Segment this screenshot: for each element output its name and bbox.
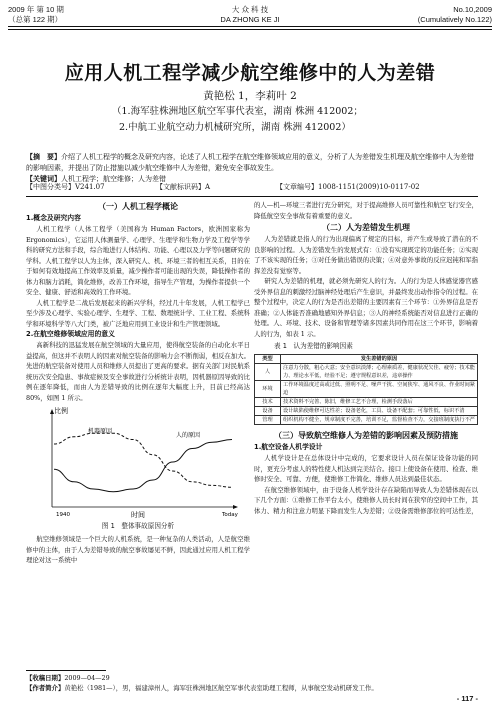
footnote-rule (26, 670, 106, 671)
meta-divider (26, 196, 478, 197)
table-cell-cause: 设计缺陷使维修可达性差；设备老化，工具、设备不配套；可靠性低，标识不清 (281, 407, 478, 416)
abstract-label: 【摘 要】 (26, 153, 61, 161)
paper-title: 应用人机工程学减少航空维修中的人为差错 (64, 62, 436, 84)
figure-1-chart (26, 403, 250, 519)
table-row (255, 398, 478, 407)
y-axis-label: 比例 (54, 407, 68, 415)
subheading-3-1: 1.航空设备人机学设计 (254, 443, 323, 451)
series-machine-line (54, 433, 232, 487)
x-axis-arrow (233, 505, 238, 509)
table-row (255, 416, 478, 425)
section-heading-3: （三）导致航空维修人为差错的影响因素及预防措施 (274, 431, 458, 440)
table-cell-type: 人 (255, 364, 281, 381)
paper-authors: 黄艳松 1，李莉叶 2 (203, 90, 297, 102)
table-row (255, 381, 478, 398)
x-tick-start: 1940 (56, 512, 70, 518)
paragraph: 在航空维修领域中，由于设备人机学设计存在缺陷而导致人为差错体现在以下几个方面：①维修工作平台太小，使维修人员长时间在狭窄的空间中工作，其体力、精力和注意力明显下降而发生人为差错；②设备需维修部位的可达性差， (254, 485, 478, 515)
paragraph: 研究人为差错的机理，就必须先研究人的行为。人的行为是人体感觉器官感受外界信息的刺激经过脑神经处理后产生意识，并最终发出动作指令的过程。在整个过程中，决定人的行为是否出差错的主要因素有三个环节：①外界信息是否准确；②人体能否准确地感知外界信息；③人的神经系统能否对信息进行正确的处理。人、环境、技术、设备和管理等诸多因素共同作用在这三个环节，影响着人的行为，如表 1 示。 (254, 277, 478, 338)
table-header-cause: 发生差错的原因 (281, 355, 478, 364)
table-row (255, 364, 478, 381)
footnote (26, 673, 478, 693)
article-number: 【文章编号】1008-1151(2009)10-0117-02 (276, 183, 420, 191)
annotation-human: 人的原因 (176, 432, 201, 439)
received-date: 2009—04—29 (64, 674, 110, 682)
document-code: 【文献标识码】A (156, 183, 211, 191)
table-cell-cause: 工作环境温度过高或过低、照明不足、噪声干扰、空间狭窄、通风不良、作业时间紧迫 (281, 381, 478, 398)
issue-number: 2009 年 第 10 期 (8, 5, 64, 14)
table-1 (254, 354, 478, 425)
keywords-label: 【关键词】 (26, 175, 61, 183)
table-cell-type: 环境 (255, 381, 281, 398)
paragraph: 的人—机—环境三者进行充分研究，对于提高维修人员可靠性和航空飞行安全，降低航空安全事故有着重要的意义。 (254, 201, 478, 220)
table-header-type: 类型 (255, 355, 281, 364)
clc-number: 【中图分类号】V241.07 (26, 183, 105, 191)
paragraph: 高新科技的迅猛发展在航空领域的大量应用，使得航空装备的自动化水平日益提高，但这并不表明人的因素对航空装备的影响力会不断削弱，相反在加大。先进的航空装备对使用人员和维修人员提出了更高的要求。据有关部门对民航系统历次安全隐患、事故症候及安全事故进行分析统计表明，因机器原因导致的比例在逐年降低，而由人为差错导致的比例在逐年大幅度上升，目前已经高达 80%，如图 1 所示。 (26, 341, 250, 402)
subheading-1-2: 2.在航空维修领域应用的意义 (26, 330, 115, 338)
issue-number-en: No.10,2009 (453, 5, 492, 14)
table-row (255, 407, 478, 416)
table-1-caption: 表 1 认为差错的影响因素 (274, 342, 353, 350)
paragraph: 人为差错就是指人的行为出现偏离了规定的目标，并产生或导致了潜在的不良影响的过程。人为差错发生的发展式有：①没有实现既定的功能任务；②实现了不该实现的任务；③对任务做出错误的决策；④对意外事故的反应迟钝和军指挥差没有觉察等。 (254, 235, 478, 275)
journal-name-pinyin: DA ZHONG KE JI (220, 15, 280, 24)
table-cell-cause: 注意力分散，粗心大意；安全意识淡薄；心理素质差，健康状况欠佳、疲劳；技术能力、理论水平低，经验不足；遵守规程意识差，违章操作 (281, 364, 478, 381)
affiliation-1: （1.海军驻株洲地区航空军事代表室，湖南 株洲 412002； (112, 106, 363, 117)
abstract-text: 介绍了人机工程学的概念及研究内容，论述了人机工程学在航空维修领域应用的意义，分析了人为差错发生机理及航空维修中人为差错的影响因素，并提出了防止措施以减少航空维修中人为差错，避免安全事故发生。 (26, 153, 474, 172)
cumulative-issue-en: (Cumulatively No.122) (417, 15, 492, 24)
author-bio: 黄艳松（1981—），男，福建漳州人，海军驻株洲地区航空军事代表室助理工程师，从事航空发动机研发工作。 (64, 684, 378, 692)
table-cell-type: 技术 (255, 398, 281, 407)
cumulative-issue: （总第 122 期） (8, 15, 63, 24)
abstract-block (26, 152, 478, 185)
x-axis-label: 时间 (131, 511, 145, 519)
annotation-machine: 机器原因 (88, 428, 113, 435)
table-cell-cause: 组织机构不健全，规章制度不完善，培训不足，监督检查不力，交接班制度执行不严 (281, 416, 478, 425)
x-tick-end: Today (222, 512, 238, 518)
paragraph: 人机学设计是在总体设计中完成的，它要求设计人员在保证设备功能的同时，更充分考虑人的特性使人机达到完美结合。接口上使设备在使用、检查、维修时安全、可靠、方便，使维修工作简化、维修人员达到最佳状态。 (254, 454, 478, 483)
table-header-row (255, 355, 478, 364)
paragraph: 人机工程学（人体工程学（美国称为 Human Factors，欧洲国家称为 Ergonomics），它运用人体测量学、心理学、生理学和生物力学及工程学等学科的研究方法和手段，综合地进行人体结构、功能、心理以及力学等问题研究的学科。人机工程学以人为主体，深入研究人、机、环境三者的相互关系，目的在于如何有效地提高工作效率及质量，减少操作者可能出现的失误，降低操作者的体力和脑力消耗，简化维修，改善工作环境，指导生产管理，为操作者提供一个安全、健康、舒适和高效的工作环境。 (26, 225, 250, 296)
header-right (418, 5, 492, 25)
right-column (254, 200, 478, 516)
figure-1-caption: 图 1 整体事故原因分析 (101, 522, 175, 530)
table-cell-cause: 技术资料不完善、陈旧，维修工艺不合理，检测手段落后 (281, 398, 478, 407)
section-heading-2: （二）人为差错发生机理 (322, 223, 410, 232)
journal-name: 大 众 科 技 (231, 5, 269, 14)
subheading-1-1: 1.概念及研究内容 (26, 214, 81, 222)
author-bio-label: 【作者简介】 (26, 684, 65, 692)
table-cell-type: 设备 (255, 407, 281, 416)
paragraph: 航空维修领域是一个巨大的人机系统，是一种复杂的人类活动，人是航空维修中的主体，由于人为差错导致的航空事故屡见不鲜，因此通过应用人机工程学理论对这一系统中 (26, 535, 250, 564)
affiliations (112, 104, 363, 136)
left-column (26, 200, 250, 566)
header-rule-thick (8, 26, 492, 27)
keywords-text: 人机工程学；航空维修；人为差错 (61, 175, 166, 183)
section-heading-1: （一）人机工程学概论 (98, 202, 178, 211)
header-rule-thin (8, 29, 492, 30)
paragraph: 人机工程学是二战后发展起来的新兴学科，经过几十年发展，人机工程学已至少涉及心理学、实验心理学、生理学、工程、数理统计学、工业工程、系统科学和环境科学等八大门类，被广泛地应用到工业设计和生产管理领域。 (26, 298, 250, 328)
received-label: 【收稿日期】 (26, 674, 65, 682)
page-number: - 117 - (456, 694, 478, 703)
affiliation-2: 2.中航工业航空动力机械研究所，湖南 株洲 412002） (119, 122, 351, 133)
table-cell-type: 管理 (255, 416, 281, 425)
